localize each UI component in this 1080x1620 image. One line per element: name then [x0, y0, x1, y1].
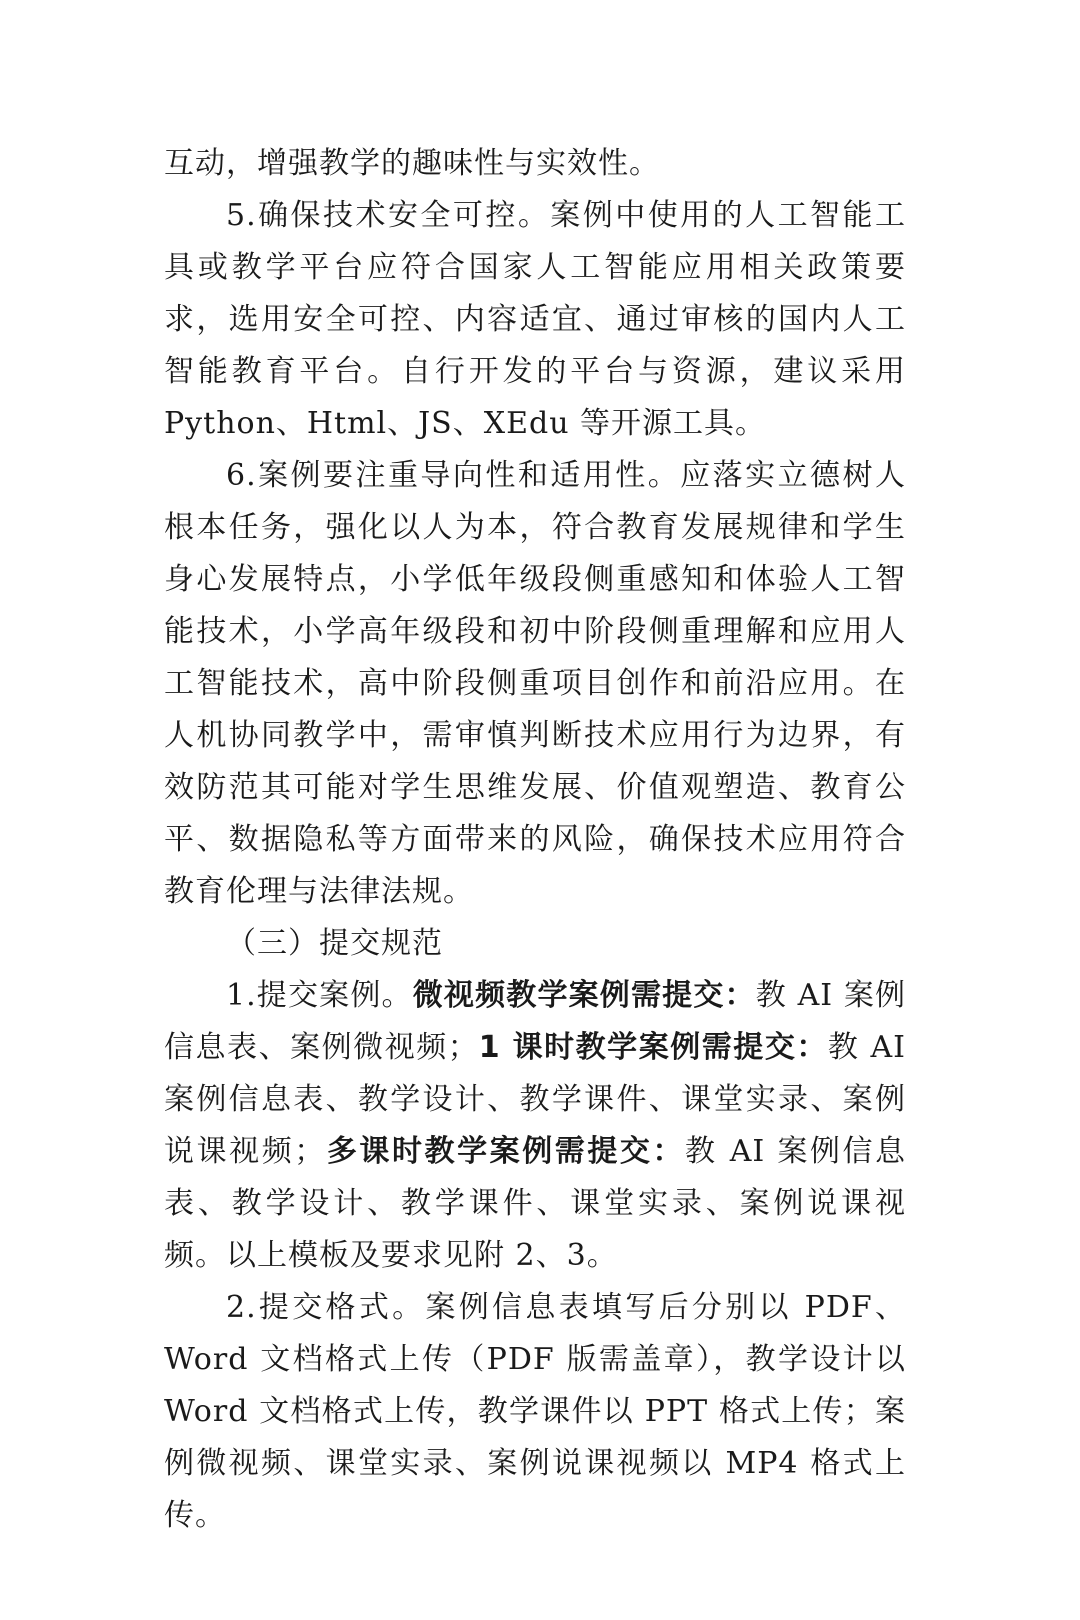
paragraph-continuation: 互动，增强教学的趣味性与实效性。: [164, 146, 660, 181]
single-lesson-requirement-label: 1 课时教学案例需提交：: [478, 1030, 828, 1065]
paragraph-submit-format: 2.提交格式。案例信息表填写后分别以 PDF、Word 文档格式上传（PDF 版需盖章），教学设计以 Word 文档格式上传，教学课件以 PPT 格式上传；案例微视频、课堂实录、案例说课视频以 MP4 格式上传。: [164, 1290, 906, 1533]
section-heading-3: （三）提交规范: [226, 926, 443, 961]
submit-cases-lead: 1.提交案例。: [226, 978, 413, 1013]
multi-lesson-requirement-text: 教 AI 案例信息表、教学设计、教学课件、课堂实录、案例说课视频。以上模板及要求见附 2、3。: [164, 1134, 907, 1273]
micro-video-requirement-label: 微视频教学案例需提交：: [412, 978, 756, 1013]
paragraph-item-5: 5.确保技术安全可控。案例中使用的人工智能工具或教学平台应符合国家人工智能应用相关政策要求，选用安全可控、内容适宜、通过审核的国内人工智能教育平台。自行开发的平台与资源，建议采用 Python、Html、JS、XEdu 等开源工具。: [164, 198, 906, 441]
paragraph-submit-cases: [164, 970, 906, 1282]
multi-lesson-requirement-label: 多课时教学案例需提交：: [325, 1134, 686, 1169]
paragraph-item-6: 6.案例要注重导向性和适用性。应落实立德树人根本任务，强化以人为本，符合教育发展规律和学生身心发展特点，小学低年级段侧重感知和体验人工智能技术，小学高年级段和初中阶段侧重理解和应用人工智能技术，高中阶段侧重项目创作和前沿应用。在人机协同教学中，需审慎判断技术应用行为边界，有效防范其可能对学生思维发展、价值观塑造、教育公平、数据隐私等方面带来的风险，确保技术应用符合教育伦理与法律法规。: [164, 458, 906, 909]
single-lesson-requirement-text: 教 AI 案例信息表、教学设计、教学课件、课堂实录、案例说课视频；: [164, 1030, 906, 1169]
micro-video-requirement-text: 教 AI 案例信息表、案例微视频；: [164, 978, 907, 1065]
document-body: [164, 138, 906, 1542]
